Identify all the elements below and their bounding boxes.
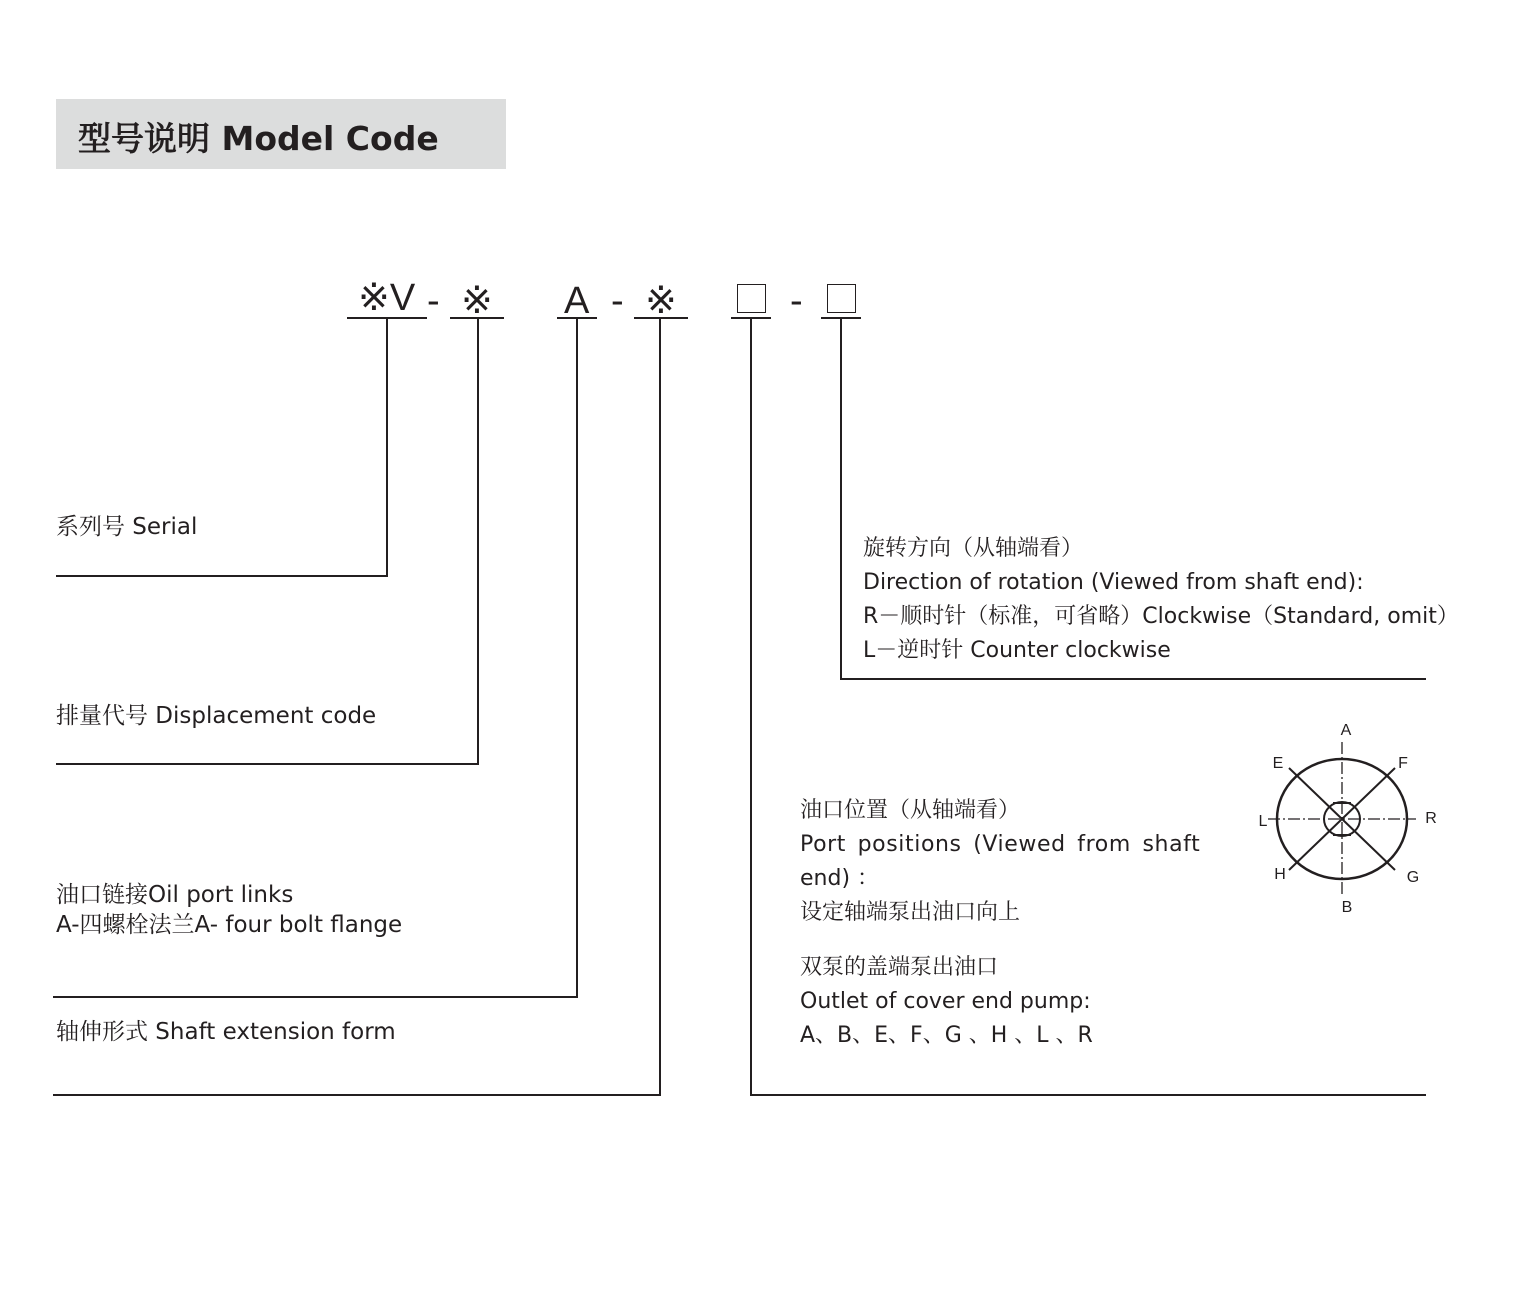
label-serial: 系列号 Serial — [56, 514, 198, 540]
code-displacement: ※ — [461, 280, 493, 322]
label-displacement: 排量代号 Displacement code — [56, 703, 377, 729]
dial-label-r: R — [1425, 810, 1437, 827]
rotation-block — [863, 532, 1459, 668]
port-position-subtitle-end: end) ： — [800, 866, 880, 891]
label-shaft-extension: 轴伸形式 Shaft extension form — [56, 1019, 396, 1045]
dial-label-a: A — [1340, 722, 1352, 739]
port-position-subtitle: Port positions (Viewed from shaft — [800, 832, 1201, 857]
code-dash-3: - — [790, 280, 803, 322]
code-shaft: ※ — [645, 280, 677, 322]
code-port-link: A — [564, 280, 590, 322]
code-dash-2: - — [611, 280, 624, 322]
label-four-bolt-flange: A-四螺栓法兰A- four bolt flange — [56, 912, 403, 938]
section-title: 型号说明 Model Code — [78, 119, 439, 158]
port-position-setting: 设定轴端泵出油口向上 — [800, 900, 1021, 925]
code-dash-1: - — [427, 280, 440, 322]
dial-label-h: H — [1274, 866, 1286, 883]
rotation-title: 旋转方向（从轴端看） — [863, 536, 1084, 561]
dial-label-f: F — [1398, 755, 1408, 772]
rotation-direction: Direction of rotation (Viewed from shaft end): — [863, 570, 1364, 595]
rotation-counter-clockwise: L－逆时针 Counter clockwise — [863, 638, 1171, 663]
dial-label-e: E — [1272, 755, 1284, 772]
rotation-clockwise: R－顺时针（标准，可省略）Clockwise（Standard, omit） — [863, 604, 1459, 629]
cover-pump-title: 双泵的盖端泵出油口 — [800, 955, 999, 980]
cover-pump-subtitle: Outlet of cover end pump: — [800, 989, 1091, 1014]
port-position-title: 油口位置（从轴端看） — [800, 798, 1021, 823]
cover-pump-options: A、B、E、F、G 、H 、L 、R — [800, 1023, 1093, 1048]
dial-label-g: G — [1406, 869, 1420, 886]
dial-label-b: B — [1341, 899, 1353, 916]
code-serial: ※V — [358, 277, 416, 319]
port-position-block — [800, 794, 1200, 1053]
dial-label-l: L — [1258, 813, 1268, 830]
label-oil-port-links: 油口链接Oil port links — [56, 882, 294, 908]
port-position-dial — [1268, 742, 1416, 896]
